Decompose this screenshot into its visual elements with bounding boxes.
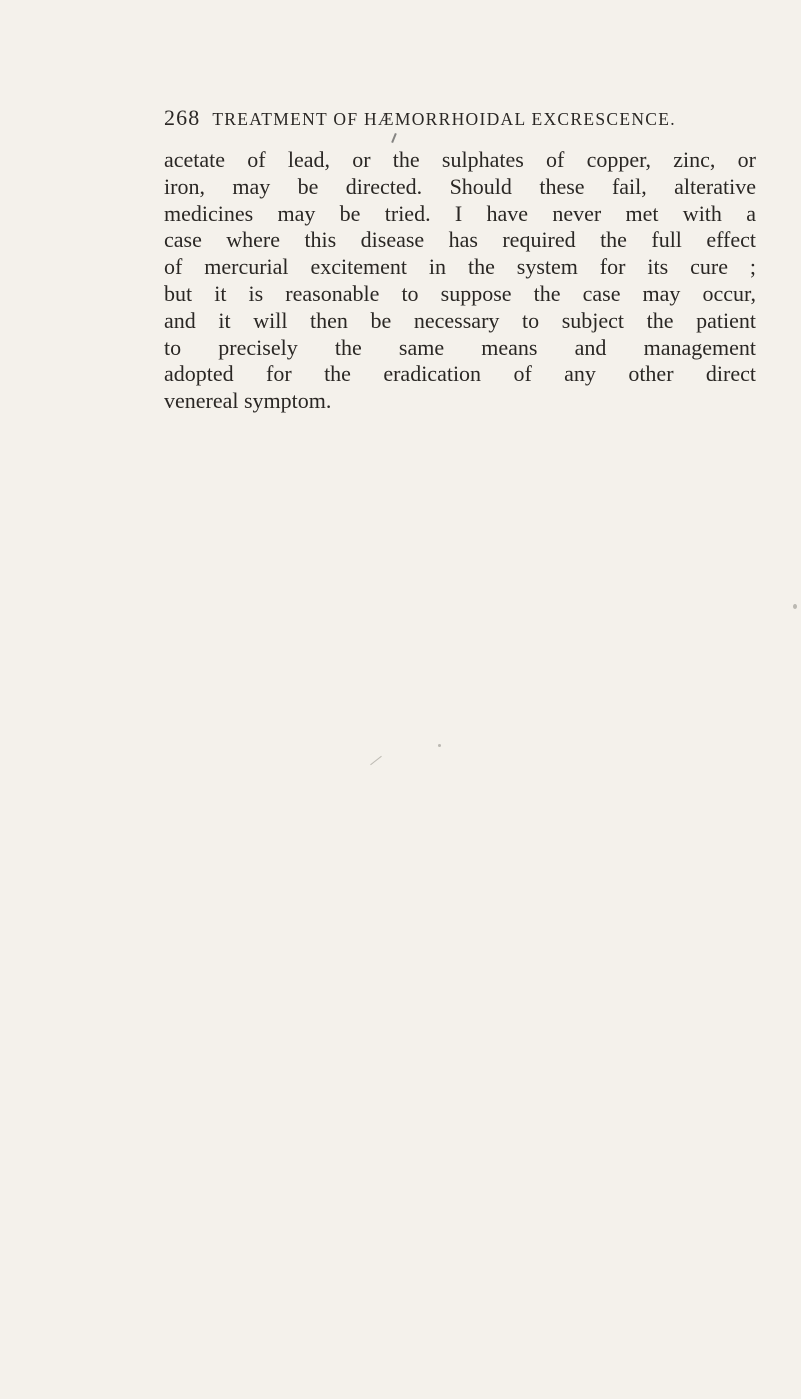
paper-mark: [370, 756, 382, 765]
body-paragraph: [164, 147, 756, 415]
text-line: of mercurial excitement in the system for its cure ;: [164, 254, 756, 280]
text-line: medicines may be tried. I have never met with a: [164, 200, 756, 226]
running-head: [164, 104, 754, 134]
text-line: to precisely the same means and management: [164, 334, 756, 360]
text-line: and it will then be necessary to subject the patient: [164, 307, 756, 333]
tick-mark: [391, 133, 397, 143]
text-line: case where this disease has required the full effect: [164, 227, 756, 253]
page-number: 268: [164, 105, 201, 130]
text-line: adopted for the eradication of any other direct: [164, 361, 756, 387]
paper-speck: [438, 744, 441, 747]
running-head-title: TREATMENT OF HÆMORRHOIDAL EXCRESCENCE.: [212, 109, 676, 129]
text-line: venereal symptom.: [164, 388, 332, 414]
paper-speck: [793, 604, 797, 609]
text-line: but it is reasonable to suppose the case may occur,: [164, 280, 756, 306]
text-line: iron, may be directed. Should these fail, alterative: [164, 173, 756, 199]
text-line: acetate of lead, or the sulphates of copper, zinc, or: [164, 147, 756, 172]
